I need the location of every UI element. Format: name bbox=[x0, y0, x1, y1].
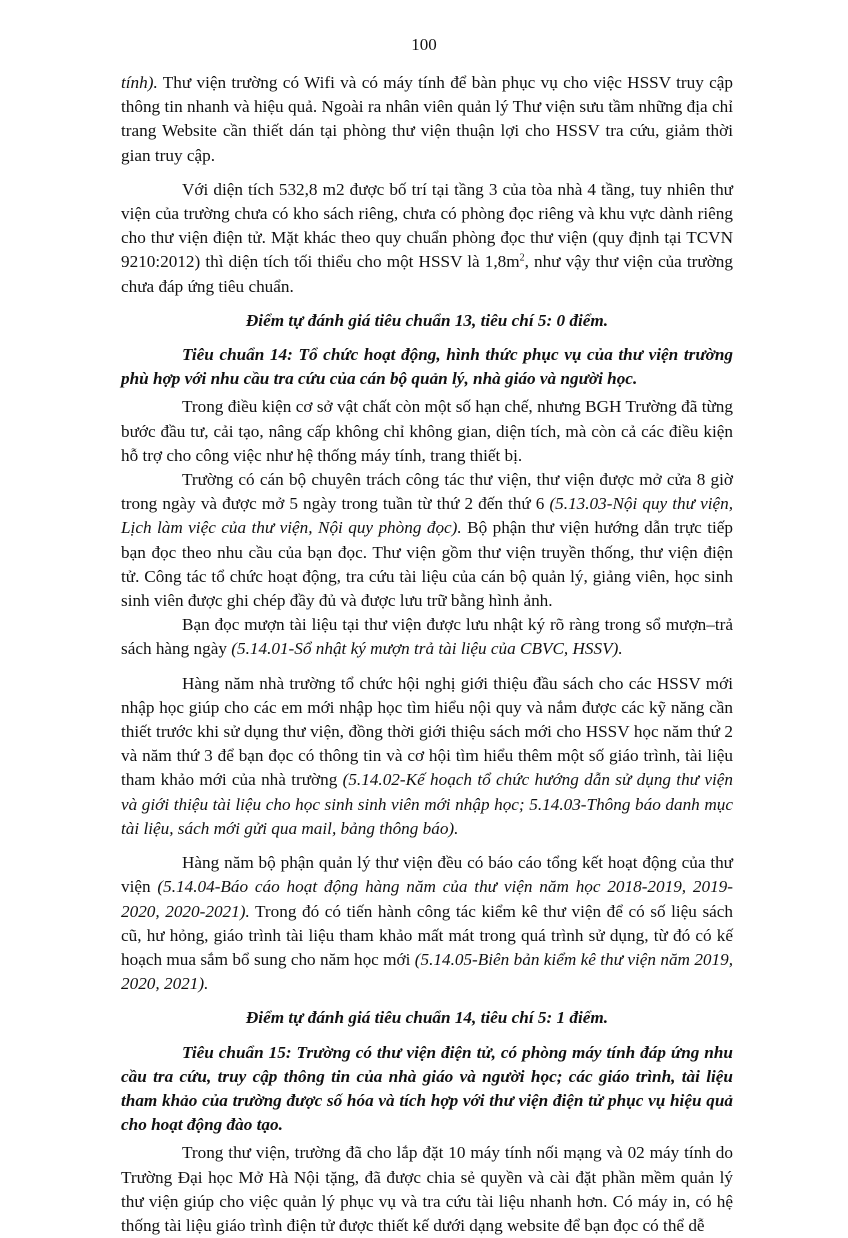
evidence-reference: (5.14.05-Biên bản kiểm kê thư viện năm 2019, 2020, 2021). bbox=[121, 949, 733, 994]
paragraph-text: Hàng năm bộ phận quản lý thư viện đều có báo cáo tổng kết hoạt động của thư viện bbox=[121, 853, 733, 897]
paragraph-text: Bộ phận thư viện hướng dẫn trực tiếp bạn đọc theo nhu cầu của bạn đọc. Thư viện gồm thư viện truyền thống, thư viện điện tử. Công tác tổ chức hoạt động, tra cứu tài liệu của cán bộ quản lý, giảng viên, học sinh sinh viên được ghi chép đầy đủ và được lưu trữ bằng hình ảnh. bbox=[121, 518, 734, 611]
paragraph bbox=[121, 468, 733, 613]
paragraph-text: Trường có cán bộ chuyên trách công tác thư viện, thư viện được mở cửa 8 giờ trong ngày và được mở 5 ngày trong tuần từ thứ 2 đến thứ 6 bbox=[121, 470, 733, 514]
criterion-heading: Tiêu chuẩn 14: Tổ chức hoạt động, hình thức phục vụ của thư viện trường phù hợp với nhu cầu tra cứu của cán bộ quản lý, nhà giáo và người học. bbox=[121, 345, 733, 389]
paragraph-text: Với diện tích 532,8 m2 được bố trí tại tầng 3 của tòa nhà 4 tầng, tuy nhiên thư viện của trường chưa có kho sách riêng, chưa có phòng đọc riêng và khu vực dành riêng cho thư viện điện tử. Mặt khác theo quy chuẩn phòng đọc thư viện (quy định tại TCVN 9210:2012) thì diện tích tối thiểu cho một HSSV là 1,8m bbox=[121, 179, 733, 272]
evidence-reference: (5.13.03-Nội quy thư viện, Lịch làm việc của thư viện, Nội quy phòng đọc). bbox=[121, 494, 733, 538]
paragraph bbox=[121, 178, 733, 299]
score-line: Điểm tự đánh giá tiêu chuẩn 13, tiêu chí 5: 0 điểm. bbox=[245, 310, 609, 330]
page-number: 100 bbox=[411, 35, 437, 54]
paragraph-text: , như vậy thư viện của trường chưa đáp ứng tiêu chuẩn. bbox=[121, 252, 733, 296]
score-line: Điểm tự đánh giá tiêu chuẩn 14, tiêu chí 5: 1 điểm. bbox=[245, 1008, 609, 1028]
evidence-reference: (5.14.01-Sổ nhật ký mượn trả tài liệu của CBVC, HSSV). bbox=[231, 639, 623, 659]
paragraph bbox=[121, 672, 733, 841]
paragraph bbox=[121, 613, 733, 661]
paragraph bbox=[121, 851, 733, 996]
paragraph-text: Bạn đọc mượn tài liệu tại thư viện được lưu nhật ký rõ ràng trong sổ mượn–trả sách hàng ngày bbox=[121, 615, 733, 659]
page-body bbox=[121, 71, 733, 1238]
paragraph-text: Hàng năm nhà trường tổ chức hội nghị giới thiệu đầu sách cho các HSSV mới nhập học giúp cho các em mới nhập học tìm hiểu nội quy và nắm được các kỹ năng cần thiết trước khi sử dụng thư viện, đồng thời giới thiệu sách mới cho HSSV học năm thứ 2 và năm thứ 3 để bạn đọc có thông tin và cơ hội tìm hiểu thêm một số giáo trình, tài liệu tham khảo mới của nhà trường bbox=[121, 673, 733, 790]
continued-reference: tính). bbox=[121, 73, 158, 92]
superscript: 2 bbox=[519, 252, 525, 264]
evidence-reference: (5.14.04-Báo cáo hoạt động hàng năm của thư viện năm học 2018-2019, 2019-2020, 2020-2021). bbox=[121, 877, 734, 921]
paragraph-text: Trong đó có tiến hành công tác kiểm kê thư viện để có số liệu sách cũ, hư hỏng, giáo trình tài liệu tham khảo mất mát trong quá trình sử dụng, từ đó có kế hoạch mua sắm bổ sung cho năm học mới bbox=[121, 901, 733, 969]
paragraph: Trong điều kiện cơ sở vật chất còn một số hạn chế, nhưng BGH Trường đã từng bước đầu tư, cải tạo, nâng cấp không chỉ không gian, diện tích, mà còn cả các điều kiện hỗ trợ cho công việc như hệ thống máy tính, trang thiết bị. bbox=[121, 397, 733, 465]
criterion-heading: Tiêu chuẩn 15: Trường có thư viện điện tử, có phòng máy tính đáp ứng nhu cầu tra cứu, truy cập thông tin của nhà giáo và người học; các giáo trình, tài liệu tham khảo của trường được số hóa và tích hợp với thư viện điện tử phục vụ hiệu quả cho hoạt động đào tạo. bbox=[121, 1042, 733, 1135]
paragraph bbox=[121, 71, 733, 168]
paragraph-text: Thư viện trường có Wifi và có máy tính để bàn phục vụ cho việc HSSV truy cập thông tin nhanh và hiệu quả. Ngoài ra nhân viên quản lý Thư viện sưu tầm những địa chỉ trang Website cần thiết dán tại phòng thư viện thuận lợi cho HSSV tra cứu, giảm thời gian truy cập. bbox=[121, 73, 733, 165]
evidence-reference: (5.14.02-Kế hoạch tổ chức hướng dẫn sử dụng thư viện và giới thiệu tài liệu cho học sinh sinh viên mới nhập học; 5.14.03-Thông báo danh mục tài liệu, sách mới gửi qua mail, bảng thông báo). bbox=[121, 770, 733, 838]
paragraph: Trong thư viện, trường đã cho lắp đặt 10 máy tính nối mạng và 02 máy tính do Trường Đại học Mở Hà Nội tặng, đã được chia sẻ quyền và cài đặt phần mềm quản lý thư viện giúp cho việc quản lý phục vụ và tra cứu tài liệu nhanh hơn. Có máy in, có hệ thống tài liệu giáo trình điện tử được thiết kế dưới dạng website để bạn đọc có thể dễ bbox=[121, 1143, 733, 1235]
